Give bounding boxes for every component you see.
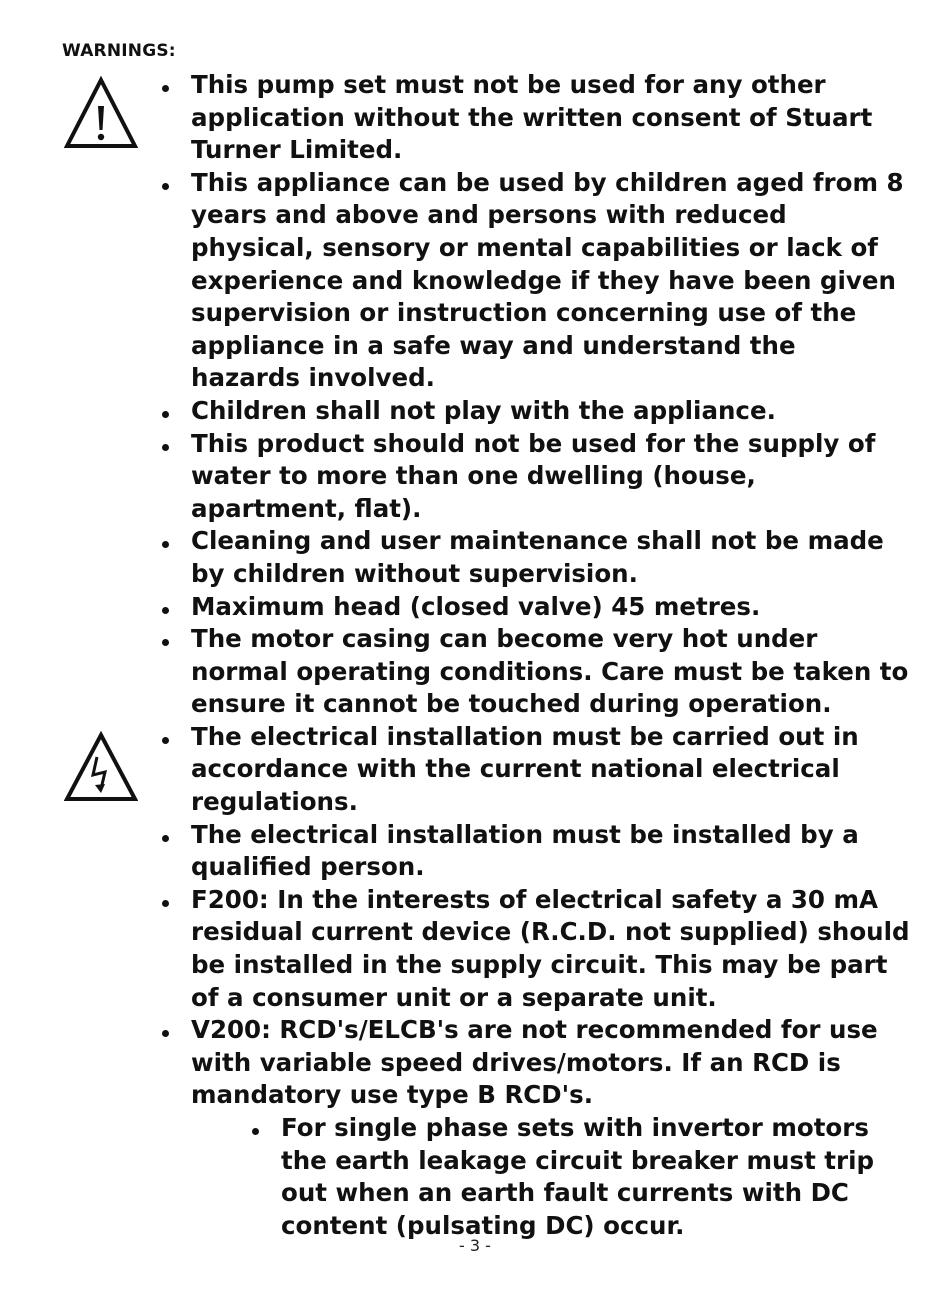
- electrical-hazard-icon: [64, 731, 138, 803]
- list-item: Maximum head (closed valve) 45 metres.: [191, 591, 911, 624]
- page-number: - 3 -: [459, 1236, 491, 1255]
- warnings-heading: WARNINGS:: [62, 41, 176, 61]
- sub-list-item: For single phase sets with invertor motors the earth leakage circuit breaker must trip out when an earth fault currents with DC content (pulsating DC) occur.: [281, 1112, 911, 1242]
- list-item: This pump set must not be used for any other application without the written consent of Stuart Turner Limited.: [191, 69, 911, 167]
- warnings-list: [191, 69, 911, 1242]
- sub-warnings-list: [191, 1112, 911, 1242]
- list-item: The electrical installation must be installed by a qualified person.: [191, 819, 911, 884]
- list-item: Cleaning and user maintenance shall not be made by children without supervision.: [191, 525, 911, 590]
- list-item: Children shall not play with the appliance.: [191, 395, 911, 428]
- list-item: The electrical installation must be carried out in accordance with the current national electrical regulations.: [191, 721, 911, 819]
- list-item: V200: RCD's/ELCB's are not recommended for use with variable speed drives/motors. If an RCD is mandatory use type B RCD's.: [191, 1014, 911, 1112]
- sub-list-container: [191, 1112, 911, 1242]
- warning-triangle-icon: [64, 76, 138, 150]
- list-item: F200: In the interests of electrical safety a 30 mA residual current device (R.C.D. not supplied) should be installed in the supply circuit. This may be part of a consumer unit or a separate unit.: [191, 884, 911, 1014]
- list-item: This appliance can be used by children aged from 8 years and above and persons with reduced physical, sensory or mental capabilities or lack of experience and knowledge if they have been given supervision or instruction concerning use of the appliance in a safe way and understand the hazards involved.: [191, 167, 911, 395]
- list-item: The motor casing can become very hot under normal operating conditions. Care must be taken to ensure it cannot be touched during operation.: [191, 623, 911, 721]
- list-item: This product should not be used for the supply of water to more than one dwelling (house, apartment, flat).: [191, 428, 911, 526]
